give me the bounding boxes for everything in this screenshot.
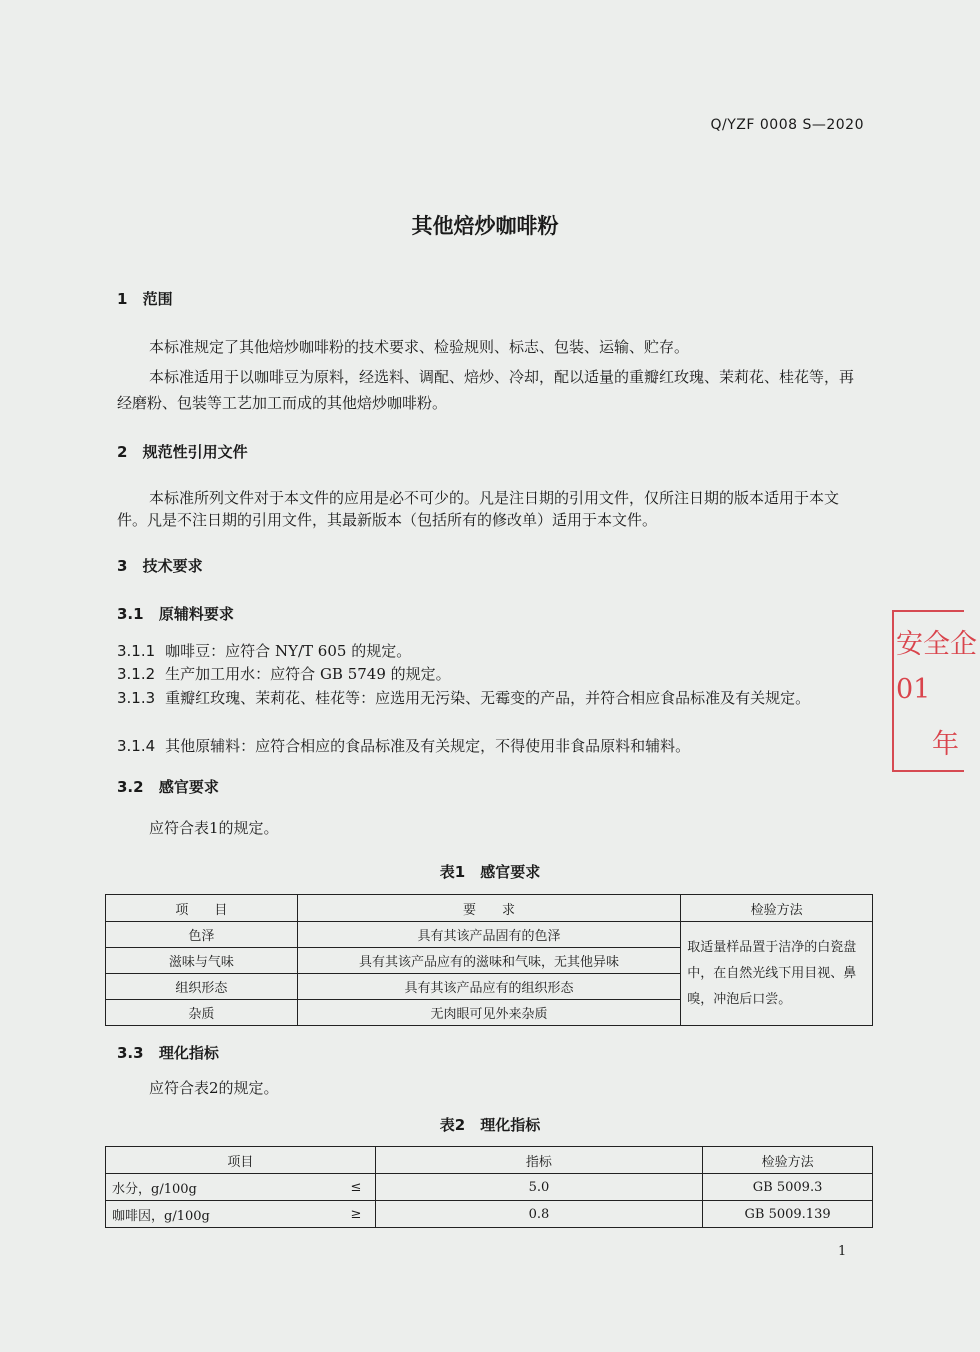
item-cell: 杂质 (106, 1000, 298, 1026)
stamp-text: 安全企 (896, 629, 977, 660)
operator-cell: ≤ (337, 1174, 375, 1201)
paragraph: 本标准规定了其他焙炒咖啡粉的技术要求、检验规则、标志、包装、运输、贮存。 (149, 338, 690, 356)
section-3-heading (117, 555, 203, 576)
table-header-row (106, 895, 873, 922)
section-number: 3.1 (117, 605, 144, 623)
page-title: 其他焙炒咖啡粉 (411, 213, 559, 238)
item-cell: 水分，g/100g (106, 1174, 338, 1201)
operator-cell: ≥ (337, 1201, 375, 1228)
column-header: 检验方法 (681, 895, 873, 922)
item-cell: 色泽 (106, 922, 298, 948)
section-title: 技术要求 (142, 557, 203, 575)
method-cell: GB 5009.3 (703, 1174, 873, 1201)
item-text: 其他原辅料：应符合相应的食品标准及有关规定，不得使用非食品原料和辅料。 (165, 737, 691, 755)
paragraph: 应符合表1的规定。 (149, 819, 279, 837)
column-header: 要 求 (297, 895, 680, 922)
section-1-heading (117, 288, 173, 309)
section-2-heading (117, 441, 248, 462)
table-header-row (106, 1147, 873, 1174)
list-item (117, 687, 867, 709)
physicochemical-table (105, 1146, 873, 1228)
document-code: Q/YZF 0008 S—2020 (710, 117, 864, 133)
column-header: 指标 (375, 1147, 703, 1174)
item-number: 3.1.3 (117, 689, 156, 707)
stamp-text: 年 (932, 729, 959, 760)
table-row (106, 922, 873, 948)
requirement-cell: 具有其该产品应有的组织形态 (297, 974, 680, 1000)
section-title: 感官要求 (158, 778, 219, 796)
section-number: 3.2 (117, 778, 144, 796)
section-number: 3 (117, 557, 128, 575)
item-number: 3.1.1 (117, 642, 156, 660)
table-row (106, 1174, 873, 1201)
requirement-cell: 无肉眼可见外来杂质 (297, 1000, 680, 1026)
item-text: 生产加工用水：应符合 GB 5749 的规定。 (165, 665, 451, 683)
section-title: 范围 (142, 290, 173, 308)
list-item (117, 735, 867, 757)
item-number: 3.1.4 (117, 737, 156, 755)
section-number: 3.3 (117, 1044, 144, 1062)
section-title: 理化指标 (158, 1044, 219, 1062)
column-header: 项目 (106, 1147, 376, 1174)
red-stamp (892, 610, 977, 772)
requirement-cell: 具有其该产品固有的色泽 (297, 922, 680, 948)
table-row (106, 1201, 873, 1228)
item-cell: 咖啡因，g/100g (106, 1201, 338, 1228)
section-3-2-heading (117, 776, 219, 797)
value-cell: 5.0 (375, 1174, 703, 1201)
list-item (117, 663, 867, 685)
section-number: 1 (117, 290, 128, 308)
sensory-requirements-table (105, 894, 873, 1026)
requirement-cell: 具有其该产品应有的滋味和气味，无其他异味 (297, 948, 680, 974)
section-title: 规范性引用文件 (142, 443, 248, 461)
table1-caption: 表1 感官要求 (439, 863, 541, 881)
table2-caption: 表2 理化指标 (439, 1116, 541, 1134)
value-cell: 0.8 (375, 1201, 703, 1228)
column-header: 项 目 (106, 895, 298, 922)
item-text: 重瓣红玫瑰、茉莉花、桂花等：应选用无污染、无霉变的产品，并符合相应食品标准及有关规定。 (165, 689, 811, 707)
list-item (117, 640, 867, 662)
method-cell: 取适量样品置于洁净的白瓷盘中，在自然光线下用目视、鼻嗅，冲泡后口尝。 (681, 922, 873, 1026)
item-text: 咖啡豆：应符合 NY/T 605 的规定。 (165, 642, 412, 660)
item-number: 3.1.2 (117, 665, 156, 683)
section-3-3-heading (117, 1042, 219, 1063)
item-cell: 组织形态 (106, 974, 298, 1000)
paragraph: 应符合表2的规定。 (149, 1079, 279, 1097)
item-cell: 滋味与气味 (106, 948, 298, 974)
section-number: 2 (117, 443, 128, 461)
column-header: 检验方法 (703, 1147, 873, 1174)
paragraph: 本标准适用于以咖啡豆为原料，经选料、调配、焙炒、冷却，配以适量的重瓣红玫瑰、茉莉花、桂花等，再经磨粉、包装等工艺加工而成的其他焙炒咖啡粉。 (117, 368, 855, 412)
stamp-text: 01 (896, 674, 931, 705)
paragraph: 本标准所列文件对于本文件的应用是必不可少的。凡是注日期的引用文件，仅所注日期的版本适用于本文件。凡是不注日期的引用文件，其最新版本（包括所有的修改单）适用于本文件。 (117, 489, 840, 529)
section-title: 原辅料要求 (158, 605, 234, 623)
page-number: 1 (838, 1244, 847, 1259)
method-cell: GB 5009.139 (703, 1201, 873, 1228)
section-3-1-heading (117, 603, 234, 624)
